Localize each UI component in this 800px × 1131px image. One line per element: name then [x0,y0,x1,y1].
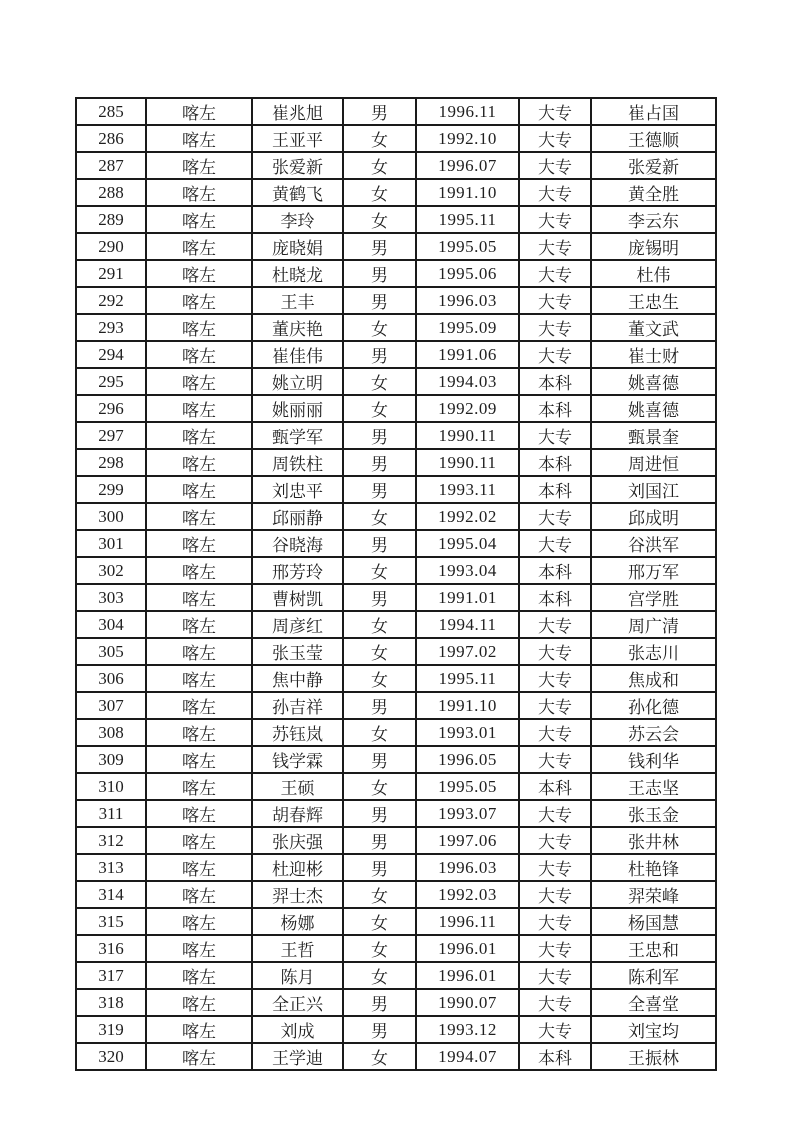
table-row [76,638,716,665]
cell-name: 董庆艳 [252,314,343,341]
cell-birthdate: 1995.06 [416,260,519,287]
cell-related-name: 宫学胜 [591,584,716,611]
cell-birthdate: 1992.02 [416,503,519,530]
cell-index: 313 [76,854,146,881]
cell-region: 喀左 [146,233,252,260]
cell-education: 本科 [519,449,591,476]
cell-name: 张庆强 [252,827,343,854]
cell-region: 喀左 [146,368,252,395]
cell-education: 大专 [519,611,591,638]
cell-region: 喀左 [146,584,252,611]
cell-name: 甄学军 [252,422,343,449]
cell-name: 杜迎彬 [252,854,343,881]
cell-education: 本科 [519,773,591,800]
table-row [76,935,716,962]
cell-name: 周铁柱 [252,449,343,476]
cell-related-name: 姚喜德 [591,395,716,422]
cell-education: 大专 [519,908,591,935]
table-row [76,773,716,800]
cell-birthdate: 1993.01 [416,719,519,746]
cell-name: 黄鹤飞 [252,179,343,206]
table-row [76,854,716,881]
cell-region: 喀左 [146,125,252,152]
cell-index: 318 [76,989,146,1016]
cell-index: 297 [76,422,146,449]
cell-index: 312 [76,827,146,854]
cell-gender: 男 [343,530,416,557]
cell-related-name: 董文武 [591,314,716,341]
cell-birthdate: 1996.03 [416,287,519,314]
table-row [76,395,716,422]
cell-index: 310 [76,773,146,800]
cell-birthdate: 1996.01 [416,962,519,989]
cell-birthdate: 1994.11 [416,611,519,638]
cell-gender: 女 [343,935,416,962]
cell-name: 王亚平 [252,125,343,152]
cell-education: 大专 [519,530,591,557]
cell-gender: 女 [343,611,416,638]
cell-birthdate: 1993.04 [416,557,519,584]
cell-region: 喀左 [146,881,252,908]
cell-index: 320 [76,1043,146,1070]
cell-region: 喀左 [146,206,252,233]
cell-index: 299 [76,476,146,503]
cell-education: 大专 [519,935,591,962]
cell-gender: 男 [343,800,416,827]
cell-index: 314 [76,881,146,908]
cell-gender: 女 [343,503,416,530]
cell-region: 喀左 [146,962,252,989]
cell-index: 286 [76,125,146,152]
cell-index: 294 [76,341,146,368]
cell-gender: 男 [343,449,416,476]
cell-name: 陈月 [252,962,343,989]
cell-education: 大专 [519,125,591,152]
cell-birthdate: 1994.07 [416,1043,519,1070]
cell-region: 喀左 [146,314,252,341]
cell-name: 杜晓龙 [252,260,343,287]
cell-region: 喀左 [146,989,252,1016]
cell-birthdate: 1993.11 [416,476,519,503]
cell-birthdate: 1995.11 [416,665,519,692]
cell-index: 288 [76,179,146,206]
cell-related-name: 陈利军 [591,962,716,989]
cell-gender: 女 [343,773,416,800]
cell-region: 喀左 [146,98,252,125]
cell-name: 张玉莹 [252,638,343,665]
cell-education: 大专 [519,638,591,665]
cell-name: 杨娜 [252,908,343,935]
cell-name: 谷晓海 [252,530,343,557]
cell-index: 301 [76,530,146,557]
cell-name: 邢芳玲 [252,557,343,584]
cell-gender: 女 [343,395,416,422]
cell-related-name: 杜艳锋 [591,854,716,881]
table-row [76,314,716,341]
table-row [76,422,716,449]
cell-gender: 男 [343,287,416,314]
cell-birthdate: 1996.03 [416,854,519,881]
cell-region: 喀左 [146,746,252,773]
cell-education: 大专 [519,962,591,989]
cell-related-name: 杜伟 [591,260,716,287]
cell-gender: 男 [343,1016,416,1043]
cell-region: 喀左 [146,719,252,746]
cell-gender: 女 [343,152,416,179]
cell-index: 295 [76,368,146,395]
table-row [76,800,716,827]
cell-gender: 男 [343,692,416,719]
cell-gender: 女 [343,665,416,692]
table-row [76,260,716,287]
cell-name: 庞晓娟 [252,233,343,260]
table-row [76,341,716,368]
cell-education: 大专 [519,746,591,773]
cell-related-name: 张爱新 [591,152,716,179]
cell-gender: 男 [343,422,416,449]
cell-region: 喀左 [146,557,252,584]
cell-education: 大专 [519,881,591,908]
cell-index: 303 [76,584,146,611]
cell-related-name: 钱利华 [591,746,716,773]
cell-gender: 女 [343,179,416,206]
cell-related-name: 崔占国 [591,98,716,125]
cell-region: 喀左 [146,449,252,476]
cell-name: 王硕 [252,773,343,800]
cell-education: 大专 [519,854,591,881]
cell-education: 本科 [519,476,591,503]
cell-region: 喀左 [146,638,252,665]
cell-birthdate: 1992.03 [416,881,519,908]
cell-related-name: 全喜堂 [591,989,716,1016]
cell-education: 本科 [519,1043,591,1070]
cell-education: 大专 [519,233,591,260]
cell-education: 大专 [519,314,591,341]
cell-related-name: 王忠和 [591,935,716,962]
cell-education: 大专 [519,206,591,233]
cell-gender: 女 [343,719,416,746]
cell-region: 喀左 [146,422,252,449]
cell-birthdate: 1990.11 [416,422,519,449]
cell-related-name: 崔士财 [591,341,716,368]
cell-index: 315 [76,908,146,935]
cell-education: 大专 [519,503,591,530]
table-row [76,233,716,260]
table-row [76,206,716,233]
cell-birthdate: 1993.07 [416,800,519,827]
cell-birthdate: 1996.11 [416,98,519,125]
cell-birthdate: 1990.07 [416,989,519,1016]
cell-index: 311 [76,800,146,827]
cell-gender: 男 [343,341,416,368]
cell-name: 羿士杰 [252,881,343,908]
cell-birthdate: 1996.05 [416,746,519,773]
cell-related-name: 羿荣峰 [591,881,716,908]
table-row [76,368,716,395]
cell-birthdate: 1997.06 [416,827,519,854]
cell-index: 300 [76,503,146,530]
cell-education: 大专 [519,179,591,206]
table-row [76,665,716,692]
cell-education: 大专 [519,260,591,287]
table-row [76,125,716,152]
cell-gender: 男 [343,827,416,854]
cell-gender: 女 [343,962,416,989]
cell-birthdate: 1992.09 [416,395,519,422]
cell-region: 喀左 [146,152,252,179]
cell-gender: 男 [343,746,416,773]
table-row [76,746,716,773]
table-row [76,287,716,314]
cell-name: 邱丽静 [252,503,343,530]
cell-birthdate: 1993.12 [416,1016,519,1043]
table-row [76,179,716,206]
table-row [76,908,716,935]
cell-index: 316 [76,935,146,962]
table-row [76,1043,716,1070]
cell-index: 305 [76,638,146,665]
table-row [76,881,716,908]
cell-name: 胡春辉 [252,800,343,827]
cell-education: 大专 [519,692,591,719]
cell-gender: 女 [343,314,416,341]
cell-index: 292 [76,287,146,314]
cell-education: 大专 [519,422,591,449]
cell-gender: 女 [343,638,416,665]
cell-education: 大专 [519,341,591,368]
cell-region: 喀左 [146,476,252,503]
cell-name: 王哲 [252,935,343,962]
table-row [76,1016,716,1043]
cell-gender: 女 [343,206,416,233]
cell-name: 孙吉祥 [252,692,343,719]
cell-index: 293 [76,314,146,341]
cell-birthdate: 1991.10 [416,179,519,206]
cell-education: 大专 [519,1016,591,1043]
cell-gender: 女 [343,557,416,584]
cell-education: 本科 [519,395,591,422]
cell-related-name: 邱成明 [591,503,716,530]
cell-region: 喀左 [146,503,252,530]
cell-gender: 男 [343,260,416,287]
cell-birthdate: 1991.10 [416,692,519,719]
table-row [76,962,716,989]
cell-name: 姚立明 [252,368,343,395]
cell-name: 李玲 [252,206,343,233]
cell-education: 大专 [519,152,591,179]
cell-gender: 女 [343,368,416,395]
cell-region: 喀左 [146,773,252,800]
cell-gender: 女 [343,125,416,152]
cell-index: 289 [76,206,146,233]
cell-gender: 女 [343,1043,416,1070]
cell-related-name: 杨国慧 [591,908,716,935]
cell-related-name: 王德顺 [591,125,716,152]
cell-name: 崔兆旭 [252,98,343,125]
table-row [76,449,716,476]
cell-region: 喀左 [146,692,252,719]
cell-related-name: 孙化德 [591,692,716,719]
cell-region: 喀左 [146,530,252,557]
cell-name: 全正兴 [252,989,343,1016]
cell-name: 焦中静 [252,665,343,692]
cell-education: 本科 [519,368,591,395]
cell-related-name: 刘宝均 [591,1016,716,1043]
cell-birthdate: 1995.05 [416,233,519,260]
cell-index: 306 [76,665,146,692]
cell-birthdate: 1995.04 [416,530,519,557]
cell-region: 喀左 [146,395,252,422]
cell-index: 287 [76,152,146,179]
cell-related-name: 黄全胜 [591,179,716,206]
cell-index: 290 [76,233,146,260]
table-row [76,98,716,125]
cell-name: 刘忠平 [252,476,343,503]
cell-index: 308 [76,719,146,746]
cell-region: 喀左 [146,908,252,935]
cell-related-name: 庞锡明 [591,233,716,260]
cell-related-name: 邢万军 [591,557,716,584]
cell-index: 296 [76,395,146,422]
table-row [76,719,716,746]
cell-region: 喀左 [146,287,252,314]
cell-gender: 女 [343,881,416,908]
cell-name: 姚丽丽 [252,395,343,422]
cell-birthdate: 1991.06 [416,341,519,368]
cell-related-name: 焦成和 [591,665,716,692]
cell-education: 大专 [519,719,591,746]
table-row [76,530,716,557]
cell-name: 崔佳伟 [252,341,343,368]
cell-index: 291 [76,260,146,287]
cell-index: 285 [76,98,146,125]
cell-region: 喀左 [146,854,252,881]
cell-name: 钱学霖 [252,746,343,773]
cell-education: 大专 [519,98,591,125]
cell-birthdate: 1995.05 [416,773,519,800]
cell-birthdate: 1990.11 [416,449,519,476]
table-row [76,989,716,1016]
cell-related-name: 谷洪军 [591,530,716,557]
cell-name: 周彦红 [252,611,343,638]
table-row [76,611,716,638]
cell-birthdate: 1992.10 [416,125,519,152]
cell-region: 喀左 [146,611,252,638]
cell-related-name: 王忠生 [591,287,716,314]
table-row [76,557,716,584]
cell-birthdate: 1995.09 [416,314,519,341]
personnel-roster-table [75,97,717,1071]
cell-region: 喀左 [146,1016,252,1043]
cell-education: 大专 [519,287,591,314]
cell-gender: 男 [343,989,416,1016]
cell-related-name: 刘国江 [591,476,716,503]
cell-education: 本科 [519,557,591,584]
cell-region: 喀左 [146,665,252,692]
cell-index: 302 [76,557,146,584]
cell-index: 319 [76,1016,146,1043]
table-row [76,152,716,179]
table-row [76,584,716,611]
cell-related-name: 王志坚 [591,773,716,800]
cell-birthdate: 1994.03 [416,368,519,395]
cell-birthdate: 1996.07 [416,152,519,179]
cell-related-name: 姚喜德 [591,368,716,395]
cell-related-name: 苏云会 [591,719,716,746]
cell-related-name: 周进恒 [591,449,716,476]
cell-region: 喀左 [146,800,252,827]
cell-related-name: 张井林 [591,827,716,854]
cell-name: 刘成 [252,1016,343,1043]
table-row [76,476,716,503]
cell-education: 大专 [519,989,591,1016]
cell-related-name: 周广清 [591,611,716,638]
cell-region: 喀左 [146,827,252,854]
table-row [76,692,716,719]
cell-name: 曹树凯 [252,584,343,611]
cell-region: 喀左 [146,179,252,206]
cell-birthdate: 1997.02 [416,638,519,665]
table-row [76,827,716,854]
cell-index: 309 [76,746,146,773]
cell-gender: 男 [343,476,416,503]
cell-region: 喀左 [146,260,252,287]
cell-related-name: 王振林 [591,1043,716,1070]
cell-index: 317 [76,962,146,989]
cell-name: 王学迪 [252,1043,343,1070]
cell-gender: 男 [343,854,416,881]
cell-index: 298 [76,449,146,476]
cell-birthdate: 1996.01 [416,935,519,962]
cell-related-name: 甄景奎 [591,422,716,449]
cell-gender: 男 [343,584,416,611]
cell-birthdate: 1996.11 [416,908,519,935]
cell-gender: 男 [343,98,416,125]
cell-region: 喀左 [146,935,252,962]
table-row [76,503,716,530]
cell-related-name: 李云东 [591,206,716,233]
cell-education: 大专 [519,665,591,692]
cell-related-name: 张志川 [591,638,716,665]
cell-birthdate: 1995.11 [416,206,519,233]
cell-name: 张爱新 [252,152,343,179]
cell-name: 王丰 [252,287,343,314]
cell-education: 大专 [519,827,591,854]
cell-region: 喀左 [146,1043,252,1070]
cell-education: 本科 [519,584,591,611]
cell-region: 喀左 [146,341,252,368]
cell-birthdate: 1991.01 [416,584,519,611]
cell-related-name: 张玉金 [591,800,716,827]
cell-index: 304 [76,611,146,638]
cell-index: 307 [76,692,146,719]
cell-gender: 女 [343,908,416,935]
cell-gender: 男 [343,233,416,260]
cell-education: 大专 [519,800,591,827]
cell-name: 苏钰岚 [252,719,343,746]
